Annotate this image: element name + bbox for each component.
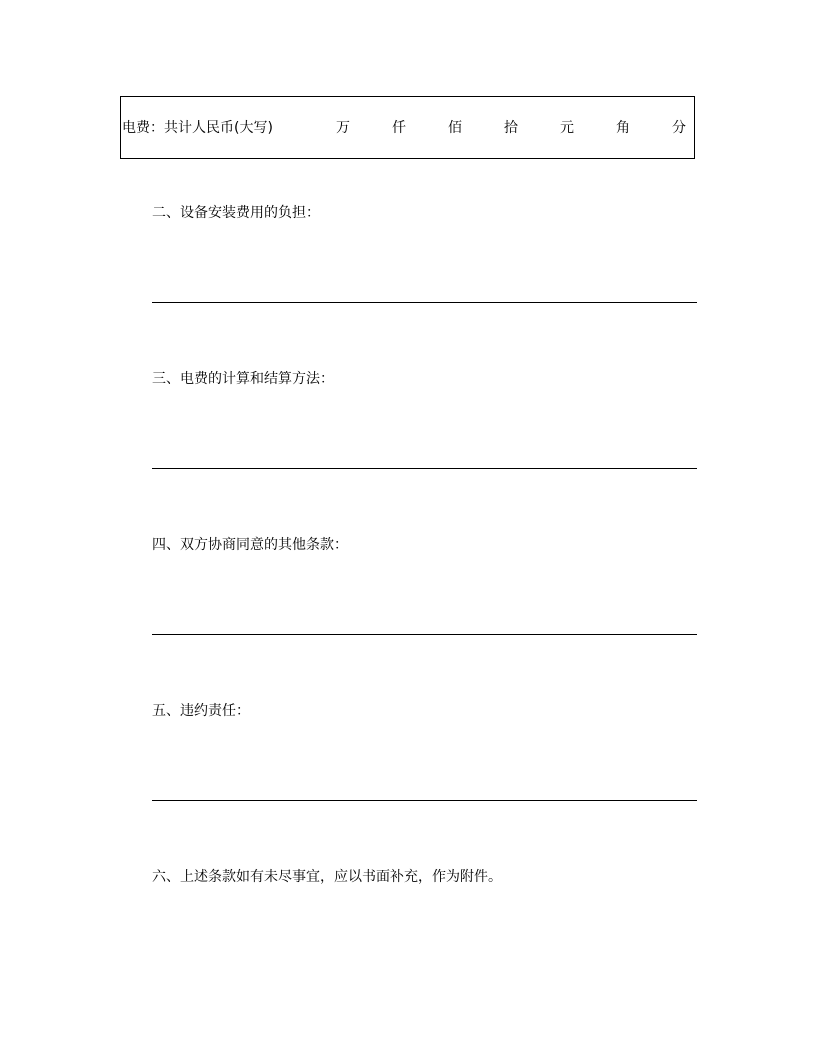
unit-shi: 拾 [504,120,518,136]
section-billing-method-title: 三、电费的计算和结算方法： [152,371,334,387]
breach-liability-fill-line [152,800,697,801]
section-supplementary-note: 六、上述条款如有未尽事宜，应以书面补充，作为附件。 [152,869,502,885]
unit-yuan: 元 [560,120,574,136]
unit-jiao: 角 [616,120,630,136]
unit-qian: 仟 [392,120,406,136]
section-breach-liability-title: 五、违约责任： [152,703,250,719]
billing-method-fill-line [152,468,697,469]
fee-total-box [120,96,695,159]
other-terms-fill-line [152,634,697,635]
unit-bai: 佰 [448,120,462,136]
installation-cost-fill-line [152,302,697,303]
unit-wan: 万 [336,120,350,136]
section-other-terms-title: 四、双方协商同意的其他条款： [152,537,348,553]
unit-fen: 分 [672,120,686,136]
fee-total-label: 电费：共计人民币(大写) [122,120,273,136]
section-installation-cost-title: 二、设备安装费用的负担： [152,205,320,221]
